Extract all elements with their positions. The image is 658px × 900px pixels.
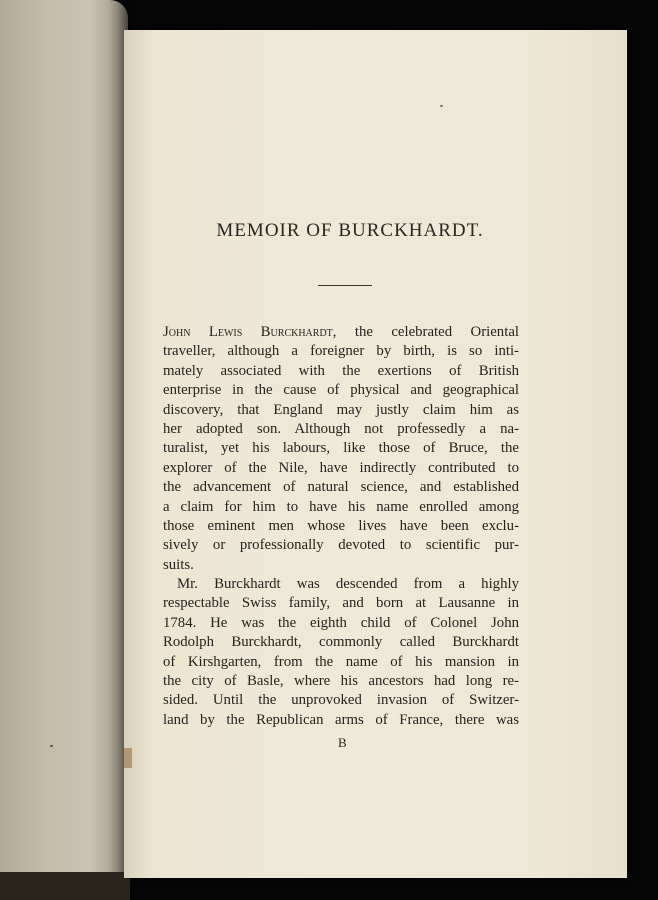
body-text xyxy=(163,323,519,730)
text-line: Rodolph Burckhardt, commonly called Burckhardt xyxy=(163,634,519,651)
title-rule xyxy=(318,285,372,286)
text-line: suits. xyxy=(163,556,194,573)
text-line: explorer of the Nile, have indirectly contributed to xyxy=(163,459,519,476)
text-line: the city of Basle, where his ancestors had long re- xyxy=(163,673,519,690)
text-line: a claim for him to have his name enrolled among xyxy=(163,498,519,515)
text-line: respectable Swiss family, and born at Lausanne in xyxy=(163,595,519,612)
signature-mark: B xyxy=(338,735,347,750)
text-line: those eminent men whose lives have been exclu- xyxy=(163,517,519,534)
text-line: mately associated with the exertions of British xyxy=(163,362,519,379)
text-line: 1784. He was the eighth child of Colonel John xyxy=(163,614,519,631)
text-line: land by the Republican arms of France, there was xyxy=(163,711,519,728)
text-line: turalist, yet his labours, like those of Bruce, the xyxy=(163,440,519,457)
paper-speck xyxy=(440,105,443,107)
author-name: John Lewis Burckhardt xyxy=(163,324,333,340)
left-page-bottom-edge xyxy=(0,872,130,900)
text-line: sided. Until the unprovoked invasion of Switzer- xyxy=(163,692,519,709)
text-line xyxy=(163,323,519,342)
text-line: traveller, although a foreigner by birth, is so inti- xyxy=(163,343,519,360)
text-line: of Kirshgarten, from the name of his mansion in xyxy=(163,653,519,670)
text-line: sively or professionally devoted to scientific pur- xyxy=(163,537,519,554)
text-line-rest: , the celebrated Oriental xyxy=(332,324,519,340)
text-line: her adopted son. Although not professedly a na- xyxy=(163,420,519,437)
text-line: the advancement of natural science, and established xyxy=(163,479,519,496)
text-line: discovery, that England may justly claim him as xyxy=(163,401,519,418)
text-line: Mr. Burckhardt was descended from a highly xyxy=(177,576,519,593)
text-line: enterprise in the cause of physical and geographical xyxy=(163,382,519,399)
paper-speck xyxy=(50,745,53,747)
page-edge-stain xyxy=(124,748,132,768)
page-title: MEMOIR OF BURCKHARDT. xyxy=(216,220,484,241)
